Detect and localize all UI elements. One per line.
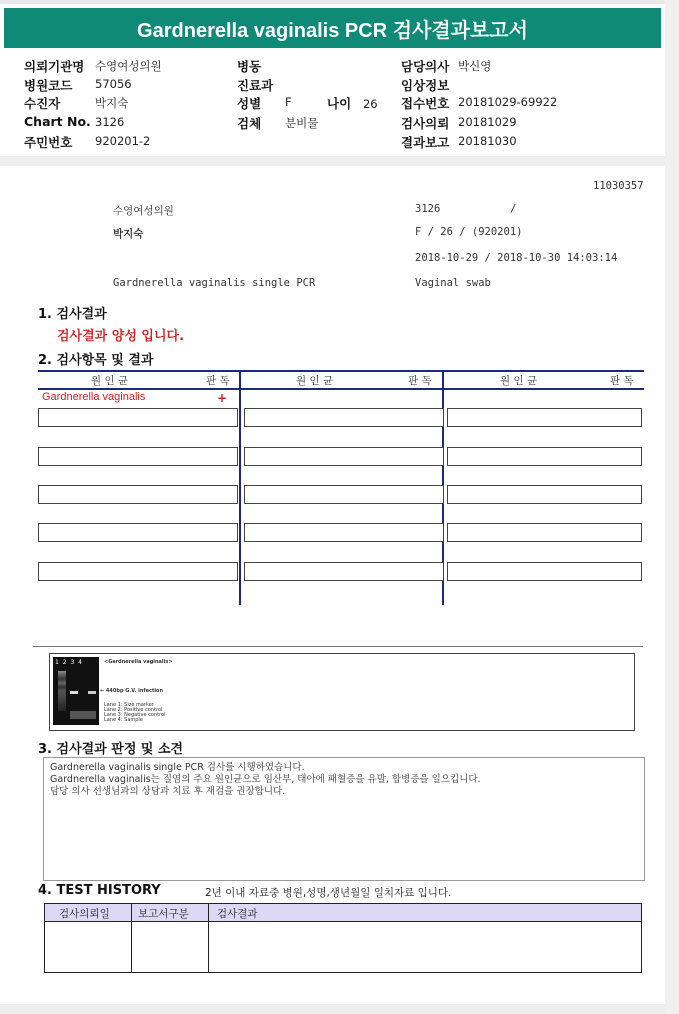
result-cell [38, 408, 238, 427]
gel-legend-4: Lane 4: Sample [104, 717, 143, 723]
print-test: Gardnerella vaginalis single PCR [113, 277, 316, 289]
result-cell [447, 408, 642, 427]
gel-title: <Gardnerella vaginalis> [104, 659, 173, 665]
gel-legend-2: Lane 2: Positive control [104, 707, 163, 713]
col-judgement-1: 판 독 [206, 375, 230, 387]
info-label: 결과보고 [401, 135, 450, 150]
result-cell [244, 485, 444, 504]
print-specimen: Vaginal swab [415, 277, 491, 289]
info-label: 담당의사 [401, 59, 450, 74]
divider [33, 646, 643, 647]
history-col-result: 검사결과 [217, 908, 258, 920]
section-3-title: 3. 검사결과 판정 및 소견 [38, 742, 184, 757]
info-value: 57056 [95, 77, 132, 91]
info-label: 병원코드 [24, 78, 73, 93]
print-chart: 3126 [415, 203, 441, 215]
info-value: 3126 [95, 115, 125, 129]
info-label: 의뢰기관명 [24, 59, 85, 74]
report-title: Gardnerella vaginalis PCR 검사결과보고서 [4, 8, 661, 48]
info-value: 20181029-69922 [458, 95, 558, 109]
info-label: 임상정보 [401, 78, 450, 93]
gel-legend-3: Lane 3: Negative control [104, 712, 166, 718]
opinion-line: Gardnerella vaginalis는 질염의 주요 원인균으로 임산부, 태아에 패혈증을 유발, 합병증을 일으킵니다. [50, 774, 481, 785]
organism-name: Gardnerella vaginalis [42, 391, 146, 403]
info-label: 검사의뢰 [401, 116, 450, 131]
gel-electrophoresis-figure [49, 653, 635, 731]
result-cell [244, 447, 444, 466]
history-col-type: 보고서구분 [138, 908, 189, 920]
section-1-title: 1. 검사결과 [38, 307, 107, 322]
print-dates: 2018-10-29 / 2018-10-30 14:03:14 [415, 252, 618, 264]
result-cell [244, 408, 444, 427]
bottom-strip [0, 1004, 665, 1014]
info-label: 접수번호 [401, 96, 450, 111]
result-cell [447, 447, 642, 466]
col-organism-2: 원 인 균 [296, 375, 334, 387]
print-clinic: 수영여성의원 [113, 205, 174, 217]
info-value: F [285, 95, 292, 109]
result-table-header [38, 370, 644, 390]
history-col-date: 검사의뢰일 [59, 908, 110, 920]
column-divider [239, 370, 241, 605]
top-strip [0, 0, 679, 4]
info-value: 수영여성의원 [95, 59, 162, 73]
section-4-title: 4. TEST HISTORY [38, 883, 161, 898]
history-col-divider [208, 904, 209, 972]
result-cell [38, 562, 238, 581]
result-summary: 검사결과 양성 입니다. [57, 329, 185, 344]
gel-band [70, 691, 78, 694]
divider [0, 156, 665, 166]
result-cell [38, 447, 238, 466]
col-organism-1: 원 인 균 [91, 375, 129, 387]
info-label: 주민번호 [24, 135, 73, 150]
print-sex-age: F / 26 / (920201) [415, 226, 523, 238]
gel-lane-numbers: 1 2 3 4 [55, 659, 83, 666]
opinion-box [43, 757, 645, 881]
info-value: 920201-2 [95, 134, 151, 148]
gel-marker-lane [58, 671, 66, 711]
opinion-line: Gardnerella vaginalis single PCR 검사를 시행하였습니다. [50, 762, 305, 773]
print-code: 11030357 [593, 180, 644, 192]
age-field: 나이 26 [327, 96, 378, 111]
info-value: 분비물 [285, 116, 319, 130]
print-slash: / [510, 203, 517, 215]
result-cell [447, 523, 642, 542]
result-cell [244, 562, 444, 581]
info-value: 20181030 [458, 134, 517, 148]
result-cell [38, 523, 238, 542]
scrollbar[interactable] [665, 0, 679, 1014]
info-label: 병동 [237, 59, 262, 74]
info-label: 성별 [237, 96, 262, 111]
info-label: Chart No. [24, 114, 91, 129]
history-note: 2년 이내 자료중 병원,성명,생년월일 일치자료 입니다. [205, 887, 452, 899]
gel-legend-1: Lane 1: Size marker [104, 702, 154, 708]
result-cell [244, 523, 444, 542]
info-value: 박신영 [458, 59, 492, 73]
gel-primer-band [70, 711, 96, 719]
info-label: 진료과 [237, 78, 274, 93]
organism-result: + [217, 391, 228, 405]
col-organism-3: 원 인 균 [500, 375, 538, 387]
print-patient: 박지숙 [113, 228, 144, 240]
history-table [44, 903, 642, 973]
result-cell [447, 562, 642, 581]
info-label: 수진자 [24, 96, 61, 111]
col-judgement-2: 판 독 [408, 375, 432, 387]
result-cell [38, 485, 238, 504]
result-cell [447, 485, 642, 504]
gel-band [88, 691, 96, 694]
opinion-line: 담당 의사 선생님과의 상담과 치료 후 재검을 권장합니다. [50, 786, 286, 797]
info-value: 20181029 [458, 115, 517, 129]
info-label: 검체 [237, 116, 262, 131]
gel-image [53, 657, 99, 725]
col-judgement-3: 판 독 [610, 375, 634, 387]
section-2-title: 2. 검사항목 및 결과 [38, 353, 154, 368]
gel-band-label: ← 440bp G.V. infection [100, 688, 164, 694]
history-table-header [45, 904, 641, 922]
info-value: 박지숙 [95, 96, 129, 110]
history-col-divider [131, 904, 132, 972]
